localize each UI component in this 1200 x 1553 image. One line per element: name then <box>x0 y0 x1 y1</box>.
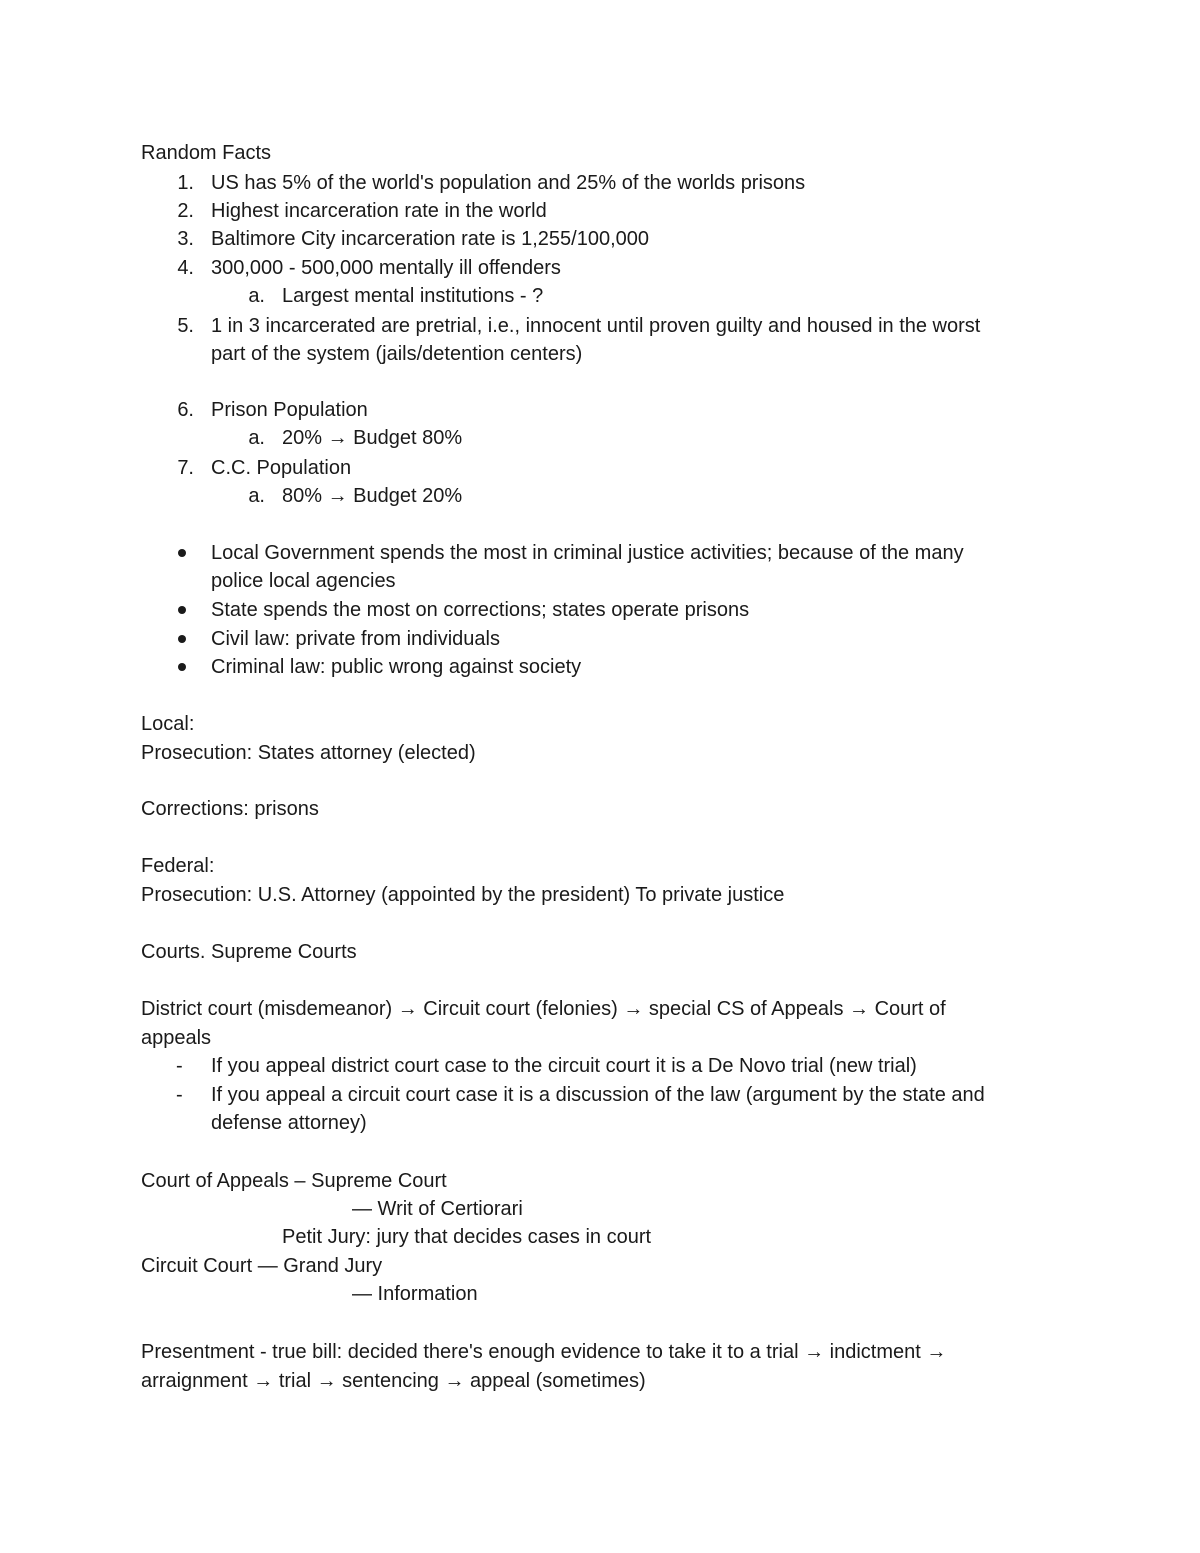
appeals-line: Court of Appeals – Supreme Court <box>141 1170 447 1192</box>
sublist-item: 80% → Budget 20% <box>282 485 463 507</box>
list-item: Baltimore City incarceration rate is 1,255/100,000 <box>211 228 650 250</box>
list-item: If you appeal a circuit court case it is a discussion of the law (argument by the state and <box>211 1084 985 1106</box>
list-marker: 5. <box>177 315 194 337</box>
list-item: 1 in 3 incarcerated are pretrial, i.e., innocent until proven guilty and housed in the worst <box>211 315 981 337</box>
dash-marker: - <box>176 1084 183 1106</box>
list-marker: 7. <box>177 457 194 479</box>
list-item: Criminal law: public wrong against society <box>211 656 582 678</box>
circuit-court-line: Circuit Court — Grand Jury <box>141 1255 383 1277</box>
federal-courts: Courts. Supreme Courts <box>141 941 357 963</box>
list-item: C.C. Population <box>211 457 352 479</box>
bullet-icon <box>178 549 186 557</box>
list-marker: 3. <box>177 228 194 250</box>
list-item: If you appeal district court case to the circuit court it is a De Novo trial (new trial) <box>211 1055 917 1077</box>
presentment-text: Presentment - true bill: decided there's enough evidence to take it to a trial → indictment → <box>141 1341 947 1363</box>
list-item: Local Government spends the most in criminal justice activities; because of the many <box>211 542 964 564</box>
sublist-item: Largest mental institutions - ? <box>282 285 544 307</box>
federal-prosecution: Prosecution: U.S. Attorney (appointed by the president) To private justice <box>141 884 785 906</box>
court-flow-text: District court (misdemeanor) → Circuit court (felonies) → special CS of Appeals → Court of <box>141 998 946 1020</box>
list-marker: 6. <box>177 399 194 421</box>
writ-line: — Writ of Certiorari <box>352 1198 523 1220</box>
local-heading: Local: <box>141 713 195 735</box>
local-prosecution: Prosecution: States attorney (elected) <box>141 742 476 764</box>
list-marker: 2. <box>177 200 194 222</box>
list-item-continuation: defense attorney) <box>211 1112 367 1134</box>
bullet-icon <box>178 635 186 643</box>
court-flow-continuation: appeals <box>141 1027 212 1049</box>
list-item: Prison Population <box>211 399 368 421</box>
petit-jury-line: Petit Jury: jury that decides cases in court <box>282 1226 652 1248</box>
information-line: — Information <box>352 1283 478 1305</box>
bullet-icon <box>178 606 186 614</box>
bullet-icon <box>178 663 186 671</box>
list-item-continuation: part of the system (jails/detention centers) <box>211 343 583 365</box>
list-item: 300,000 - 500,000 mentally ill offenders <box>211 257 561 279</box>
federal-heading: Federal: <box>141 855 215 877</box>
sublist-marker: a. <box>248 485 265 507</box>
list-item-continuation: police local agencies <box>211 570 396 592</box>
list-item: State spends the most on corrections; states operate prisons <box>211 599 750 621</box>
list-item: Civil law: private from individuals <box>211 628 500 650</box>
list-marker: 4. <box>177 257 194 279</box>
section-title: Random Facts <box>141 142 272 164</box>
list-item: Highest incarceration rate in the world <box>211 200 547 222</box>
list-item: US has 5% of the world's population and 25% of the worlds prisons <box>211 172 806 194</box>
presentment-continuation: arraignment → trial → sentencing → appeal (sometimes) <box>141 1370 646 1392</box>
sublist-marker: a. <box>248 285 265 307</box>
list-marker: 1. <box>177 172 194 194</box>
dash-marker: - <box>176 1055 183 1077</box>
sublist-marker: a. <box>248 427 265 449</box>
sublist-item: 20% → Budget 80% <box>282 427 463 449</box>
local-corrections: Corrections: prisons <box>141 798 319 820</box>
